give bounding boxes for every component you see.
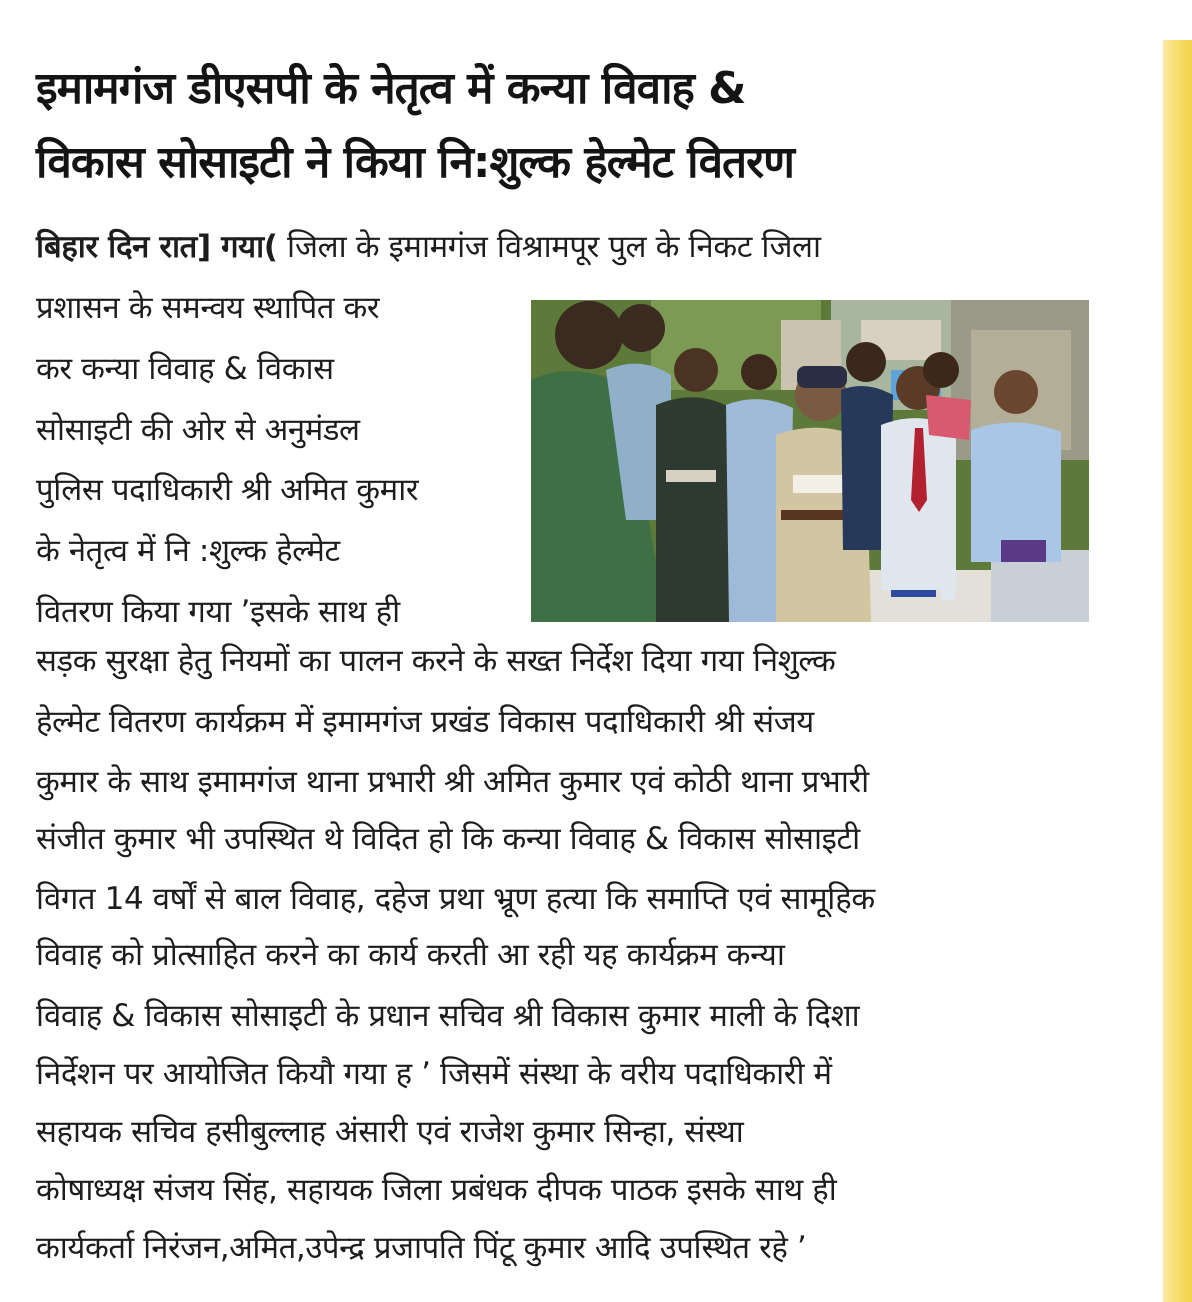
headline-line-1: इमामगंज डीएसपी के नेतृत्व में कन्या विवाह & bbox=[36, 63, 746, 114]
article-line: विवाह & विकास सोसाइटी के प्रधान सचिव श्री विकास कुमार माली के दिशा bbox=[36, 998, 860, 1034]
article-line: कुमार के साथ इमामगंज थाना प्रभारी श्री अमित कुमार एवं कोठी थाना प्रभारी bbox=[36, 764, 869, 800]
article-line: पुलिस पदाधिकारी श्री अमित कुमार bbox=[36, 472, 419, 508]
headline bbox=[36, 52, 1146, 200]
article-line: कर कन्या विवाह & विकास bbox=[36, 351, 334, 387]
dateline: बिहार दिन रात] गया( bbox=[36, 229, 278, 265]
article-line: वितरण किया गया ’इसके साथ ही bbox=[36, 594, 400, 630]
helmet-distribution-photo bbox=[531, 300, 1089, 622]
article-line: के नेतृत्व में नि :शुल्क हेल्मेट bbox=[36, 533, 340, 569]
article-line: हेल्मेट वितरण कार्यक्रम में इमामगंज प्रखंड विकास पदाधिकारी श्री संजय bbox=[36, 704, 814, 740]
article-line: सड़क सुरक्षा हेतु नियमों का पालन करने के सख्त निर्देश दिया गया निशुल्क bbox=[36, 643, 836, 679]
article-line: संजीत कुमार भी उपस्थित थे विदित हो कि कन्या विवाह & विकास सोसाइटी bbox=[36, 821, 860, 857]
article-line: प्रशासन के समन्वय स्थापित कर bbox=[36, 290, 380, 326]
article-line: कार्यकर्ता निरंजन,अमित,उपेन्द्र प्रजापति पिंटू कुमार आदि उपस्थित रहे ’ bbox=[36, 1230, 807, 1266]
article-line: सहायक सचिव हसीबुल्लाह अंसारी एवं राजेश कुमार सिन्हा, संस्था bbox=[36, 1114, 744, 1150]
article-line: जिला के इमामगंज विश्रामपूर पुल के निकट जिला bbox=[277, 229, 821, 265]
page-edge-strip bbox=[1163, 40, 1192, 1302]
article-first-line bbox=[36, 227, 821, 267]
headline-line-2: विकास सोसाइटी ने किया नि:शुल्क हेल्मेट वितरण bbox=[36, 137, 794, 188]
article-line: निर्देशन पर आयोजित कियौ गया ह ’ जिसमें संस्था के वरीय पदाधिकारी में bbox=[36, 1056, 832, 1092]
article-line: विवाह को प्रोत्साहित करने का कार्य करती आ रही यह कार्यक्रम कन्या bbox=[36, 937, 785, 973]
article-line: विगत 14 वर्षों से बाल विवाह, दहेज प्रथा भ्रूण हत्या कि समाप्ति एवं सामूहिक bbox=[36, 881, 875, 917]
article-line: कोषाध्यक्ष संजय सिंह, सहायक जिला प्रबंधक दीपक पाठक इसके साथ ही bbox=[36, 1172, 837, 1208]
article-line: सोसाइटी की ओर से अनुमंडल bbox=[36, 412, 360, 448]
